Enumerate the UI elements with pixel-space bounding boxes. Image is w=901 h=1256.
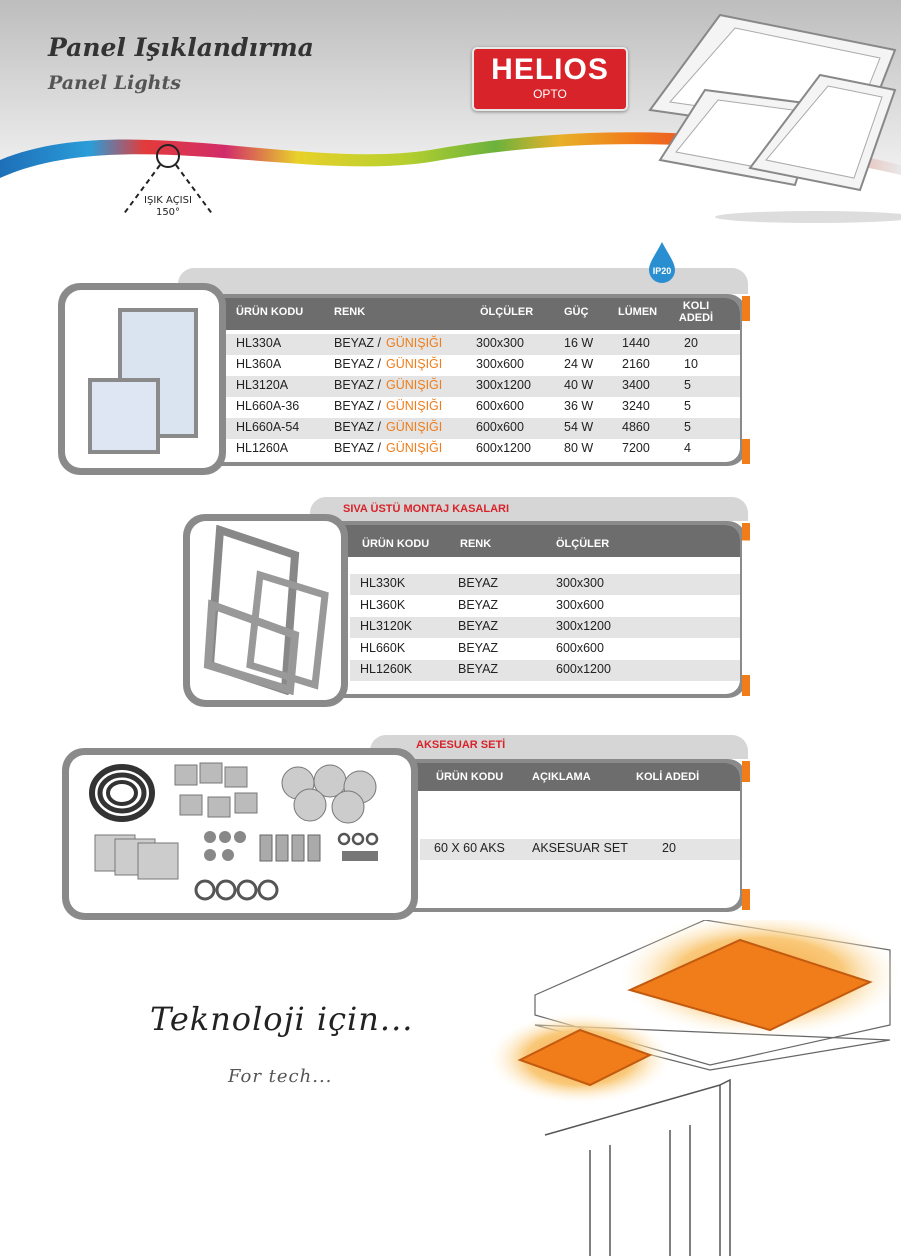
cell-size: 300x600 [476, 357, 524, 371]
cell-lumen: 1440 [622, 336, 650, 350]
cell-color-white: BEYAZ / [334, 378, 382, 392]
table-row [226, 355, 740, 376]
panel-col-code: ÜRÜN KODU [236, 306, 304, 318]
cell-power: 54 W [564, 420, 594, 434]
panel-col-color: RENK [334, 306, 366, 318]
table-row [420, 839, 740, 860]
accessory-section-title: AKSESUAR SETİ [416, 739, 506, 751]
cell-size: 300x600 [556, 597, 604, 612]
beam-angle-label-line1: IŞIK AÇISI [144, 195, 192, 206]
cell-color: BEYAZ [458, 619, 499, 633]
accessory-col-desc: AÇIKLAMA [532, 771, 591, 783]
cell-size: 600x1200 [556, 662, 611, 676]
table-row [350, 617, 740, 638]
accessory-col-code: ÜRÜN KODU [436, 771, 504, 783]
helios-logo [472, 47, 628, 111]
cell-code: HL1260A [236, 441, 289, 455]
cell-lumen: 7200 [622, 441, 650, 455]
cell-color: BEYAZ [458, 662, 499, 676]
ip20-badge: IP20 [652, 266, 672, 276]
cell-code: HL1260K [360, 662, 413, 676]
panel-col-qty: KOLI ADEDİ [678, 300, 714, 324]
beam-angle-label-line2: 150° [155, 207, 181, 218]
cell-color-day: GÜNIŞIĞI [386, 357, 443, 371]
cell-power: 40 W [564, 378, 594, 392]
cell-color-white: BEYAZ / [334, 399, 382, 413]
table-row [226, 397, 740, 418]
table-row [226, 439, 740, 460]
mount-col-code: ÜRÜN KODU [362, 538, 430, 550]
cell-power: 24 W [564, 357, 594, 371]
slogan-tr: Teknoloji için... [150, 1000, 414, 1038]
cell-lumen: 4860 [622, 420, 650, 434]
cell-code: HL660A-54 [236, 420, 300, 434]
cell-size: 300x1200 [476, 378, 531, 392]
cell-color: BEYAZ [458, 640, 499, 655]
cell-color-day: GÜNIŞIĞI [386, 420, 443, 434]
cell-color-day: GÜNIŞIĞI [386, 441, 443, 455]
cell-desc: AKSESUAR SET [532, 841, 628, 855]
cell-color-white: BEYAZ / [334, 336, 382, 350]
table-row [226, 418, 740, 439]
cell-power: 80 W [564, 441, 594, 455]
logo-sub: OPTO [533, 87, 567, 101]
logo-brand: HELIOS [491, 53, 609, 86]
cell-qty: 20 [684, 336, 698, 350]
cell-size: 300x1200 [556, 619, 611, 633]
beam-angle-label [118, 195, 218, 219]
panel-orange-tab [742, 296, 750, 464]
cell-code: 60 X 60 AKS [434, 841, 505, 855]
cell-color: BEYAZ [458, 597, 499, 612]
cell-code: HL360A [236, 357, 282, 371]
cell-color-white: BEYAZ / [334, 420, 382, 434]
slogan-en: For tech... [228, 1066, 333, 1087]
panel-frames-illustration [630, 10, 901, 225]
mount-col-size: ÖLÇÜLER [556, 538, 610, 550]
cell-code: HL3120A [236, 378, 289, 392]
cell-lumen: 2160 [622, 357, 650, 371]
cell-code: HL3120K [360, 619, 413, 633]
cell-code: HL660K [360, 640, 406, 655]
mount-frame-image [200, 525, 335, 695]
table-row [226, 334, 740, 355]
mount-col-color: RENK [460, 538, 492, 550]
cell-power: 16 W [564, 336, 594, 350]
accessory-parts-image [80, 755, 400, 913]
cell-lumen: 3400 [622, 378, 650, 392]
cell-qty: 5 [684, 378, 691, 392]
accessory-orange-tab [742, 761, 750, 910]
mount-orange-tab [742, 523, 750, 696]
cell-code: HL360K [360, 597, 406, 612]
ip20-drop-icon [646, 240, 678, 284]
table-row [226, 376, 740, 397]
accessory-col-qty: KOLİ ADEDİ [636, 771, 700, 783]
mount-section-title: SIVA ÜSTÜ MONTAJ KASALARI [343, 503, 510, 515]
cell-size: 600x600 [476, 420, 524, 434]
cell-size: 300x300 [556, 576, 604, 590]
table-row [350, 660, 740, 681]
cell-color-day: GÜNIŞIĞI [386, 378, 443, 392]
cell-lumen: 3240 [622, 399, 650, 413]
table-row [350, 596, 740, 617]
cell-code: HL330K [360, 576, 406, 590]
cell-color-day: GÜNIŞIĞI [386, 399, 443, 413]
cell-size: 600x1200 [476, 441, 531, 455]
table-row [350, 639, 740, 660]
page-title: Panel Işıklandırma [48, 33, 314, 62]
panel-col-size: ÖLÇÜLER [480, 306, 534, 318]
panel-col-power: GÜÇ [564, 306, 589, 318]
cell-qty: 4 [684, 441, 691, 455]
cell-size: 600x600 [476, 399, 524, 413]
cell-size: 600x600 [556, 640, 604, 655]
cell-code: HL660A-36 [236, 399, 300, 413]
panel-col-lumen: LÜMEN [618, 306, 658, 318]
panel-product-image [80, 300, 210, 460]
ceiling-light-illustration [490, 920, 901, 1256]
cell-color: BEYAZ [458, 576, 499, 590]
cell-qty: 10 [684, 357, 698, 371]
cell-color-white: BEYAZ / [334, 441, 382, 455]
cell-qty: 20 [662, 841, 676, 855]
cell-color-day: GÜNIŞIĞI [386, 336, 443, 350]
page-subtitle: Panel Lights [48, 72, 181, 94]
cell-color-white: BEYAZ / [334, 357, 382, 371]
cell-power: 36 W [564, 399, 594, 413]
cell-code: HL330A [236, 336, 282, 350]
cell-qty: 5 [684, 420, 691, 434]
cell-size: 300x300 [476, 336, 524, 350]
cell-qty: 5 [684, 399, 691, 413]
table-row [350, 574, 740, 595]
